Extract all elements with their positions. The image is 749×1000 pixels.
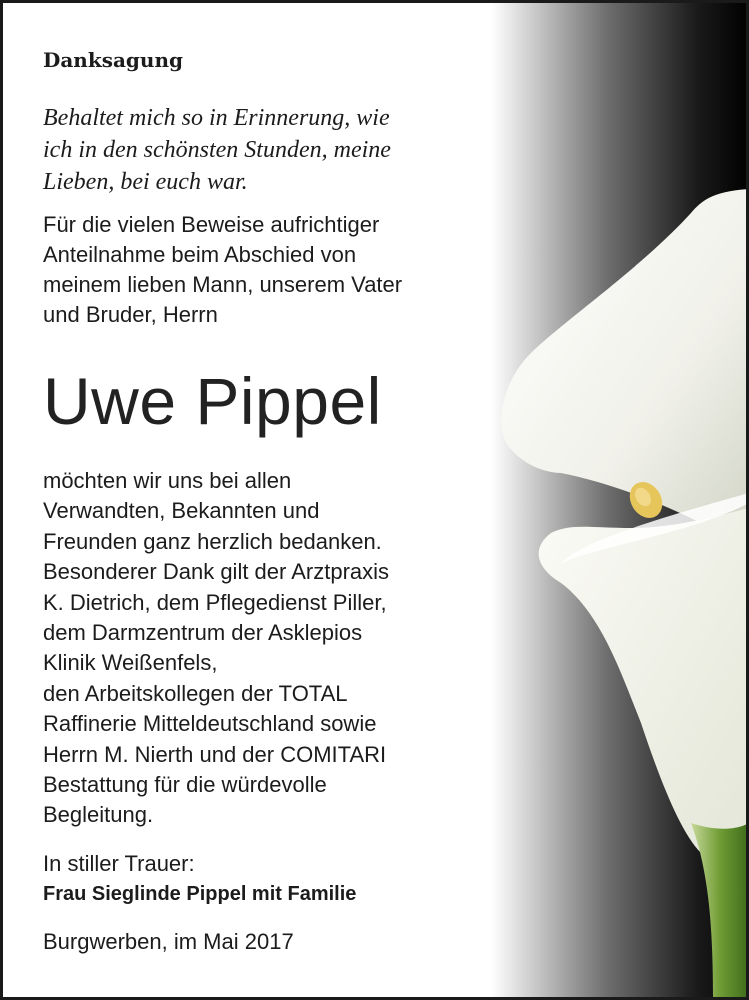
deceased-name: Uwe Pippel [43,364,382,438]
thanks-line: Bestattung für die würdevolle [43,772,327,798]
poem-line: ich in den schönsten Stunden, meine [43,137,391,163]
thanks-line: Raffinerie Mitteldeutschland sowie [43,711,377,737]
notice-text [43,48,493,957]
thanks-line: K. Dietrich, dem Pflegedienst Piller, [43,589,387,615]
intro-paragraph [43,210,493,330]
calla-lily-icon [491,3,749,997]
thanks-line: den Arbeitskollegen der TOTAL [43,680,348,706]
intro-line: Anteilnahme beim Abschied von [43,242,357,267]
poem-line: Lieben, bei euch war. [43,169,248,195]
intro-line: Für die vielen Beweise aufrichtiger [43,212,380,237]
mourning-label: In stiller Trauer: [43,850,195,876]
intro-line: meinem lieben Mann, unserem Vater [43,272,403,297]
thanks-line: möchten wir uns bei allen [43,468,292,493]
thanks-line: Begleitung. [43,802,154,828]
thanks-line: Freunden ganz herzlich bedanken. [43,528,382,554]
poem [43,102,493,198]
calla-lily-image [491,3,749,997]
thanks-line: Verwandten, Bekannten und [43,498,320,524]
thanks-paragraph [43,466,493,831]
intro-line: und Bruder, Herrn [43,302,218,327]
thanks-line: Besonderer Dank gilt der Arztpraxis [43,559,390,585]
heading: Danksagung [43,48,183,72]
poem-line: Behaltet mich so in Erinnerung, wie [43,105,390,131]
place-date: Burgwerben, im Mai 2017 [43,928,294,954]
thanks-line: Klinik Weißenfels, [43,650,218,676]
mourners: Frau Sieglinde Pippel mit Familie [43,882,357,905]
thanks-line: dem Darmzentrum der Asklepios [43,620,363,646]
thanks-line: Herrn M. Nierth und der COMITARI [43,741,387,767]
